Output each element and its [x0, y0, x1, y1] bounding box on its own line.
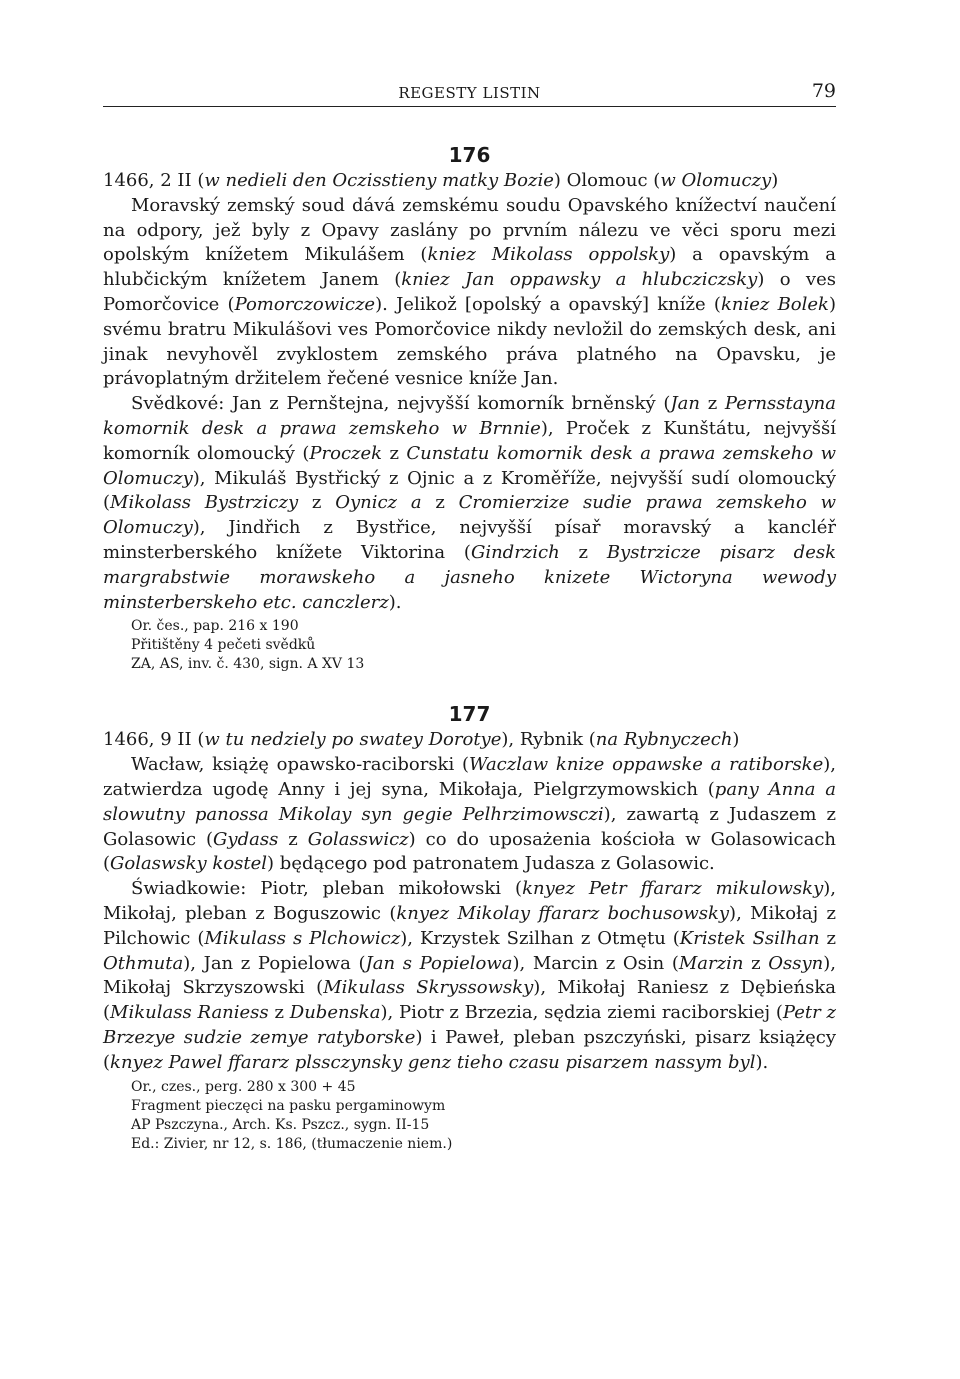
document-page — [103, 80, 836, 1154]
italic-quote: Bystrzicze pisarz desk margrabstwie morawskeho a jasneho knizete Wictoryna wewody minsterberskeho etc. canczlerz — [103, 541, 836, 613]
italic-quote: Jan — [670, 393, 700, 415]
italic-quote: knyez Mikolay ffararz bochusowsky — [396, 902, 730, 924]
italic-quote: Pernsstayna komornik desk a prawa zemskeho w Brnnie — [103, 393, 836, 439]
italic-quote: Petr z Brzezye sudzie zemye ratyborske — [103, 1002, 837, 1048]
italic-quote: Gindrzich — [470, 541, 560, 563]
entry-dateline — [103, 169, 836, 194]
italic-quote: kniez Jan oppawsky a hlubcziczsky — [401, 269, 758, 291]
text-run: ), Mikołaj Skrzyszowski ( — [103, 952, 836, 999]
text-run: z — [421, 492, 459, 514]
text-run: Moravský zemský soud dává zemskému soudu Opavského knížectví naučení na odpory, jež byly z Opavy zaslány po prvním nálezu ve věci sporu mezi opolským knížetem Mikulášem ( — [103, 194, 836, 266]
italic-quote: Cunstatu komornik desk a prawa zemskeho w Olomuczy — [103, 442, 836, 489]
text-run: Świadkowie: Piotr, pleban mikołowski ( — [131, 878, 523, 900]
italic-quote: knyez Pawel ffararz plssczynsky genz tieho czasu pisarzem nassym byl — [110, 1051, 756, 1073]
entry-177 — [103, 700, 836, 1153]
italic-quote: Oynicz a — [335, 492, 422, 514]
entry-witnesses — [103, 392, 836, 615]
italic-quote: Mikulass s Plchowicz — [204, 927, 401, 949]
entry-176 — [103, 141, 836, 674]
running-title: REGESTY LISTIN — [398, 84, 541, 102]
text-run: ), zatwierdza ugodę Anny i jej syna, Mikołaja, Pielgrzymowskich ( — [103, 754, 836, 800]
italic-quote: Cromierzize sudie prawa zemskeho w Olomuczy — [103, 492, 836, 539]
italic-quote: Othmuta — [103, 952, 184, 974]
text-run: ) svému bratru Mikulášovi ves Pomorčovice nikdy nevložil do zemských desk, ani jinak nevyhověl zvyklostem zemského práva platného na Opavsku, je právoplatným držitelem řečené vesnice kníže Jan. — [103, 293, 836, 390]
text-run: ), Marcin z Osin ( — [512, 952, 679, 974]
text-run: z — [559, 541, 607, 563]
italic-quote: na Rybnyczech — [595, 729, 733, 751]
text-run: ), zawartą z Judaszem z Golasowic ( — [103, 803, 836, 850]
entry-number: 176 — [448, 143, 491, 167]
entry-notes — [131, 617, 836, 674]
note-line: Or., czes., perg. 280 x 300 + 45 — [131, 1078, 356, 1095]
page-header — [103, 80, 836, 107]
text-run: ) i Paweł, pleban pszczyński, pisarz książęcy ( — [103, 1026, 836, 1073]
text-run: ), Jindřich z Bystřice, nejvyšší písař moravský a kancléř minsterberského knížete Viktorina ( — [103, 517, 836, 563]
italic-quote: Ossyn — [768, 952, 824, 974]
text-run: z — [743, 952, 769, 974]
italic-quote: kniez Mikolass oppolsky — [427, 244, 670, 266]
text-run: ) co do uposażenia kościoła w Golasowicach ( — [103, 828, 836, 875]
text-run: ), Mikołaj z Pilchowic ( — [103, 902, 836, 949]
text-run: ) — [732, 729, 740, 751]
text-run: 1466, 2 II ( — [103, 170, 205, 191]
text-run: ), Mikołaj Raniesz z Dębieńska ( — [103, 977, 836, 1024]
text-run: ) o ves Pomorčovice ( — [103, 269, 836, 315]
italic-quote: kniez Bolek — [720, 293, 829, 315]
italic-quote: Waczlaw knize oppawske a ratiborske — [469, 754, 824, 776]
text-run: ). Jelikož [opolský a opavský] kníže ( — [375, 293, 721, 315]
text-run: ), Rybnik ( — [501, 729, 596, 751]
text-run: ), Krzystek Szilhan z Otmętu ( — [400, 927, 680, 949]
italic-quote: Proczek — [309, 442, 383, 464]
italic-quote: Marzin — [678, 952, 744, 974]
italic-quote: knyez Petr ffararz mikulowsky — [522, 878, 824, 900]
entry-notes — [131, 1078, 836, 1154]
text-run: z — [268, 1002, 290, 1024]
note-line: Or. čes., pap. 216 x 190 — [131, 618, 299, 635]
italic-quote: Pomorczowicze — [234, 293, 376, 315]
text-run: ). — [755, 1051, 769, 1073]
text-run: ), Piotr z Brzezia, sędzia ziemi raciborskiej ( — [380, 1002, 783, 1024]
italic-quote: w tu nedziely po swatey Dorotye — [204, 729, 502, 751]
italic-quote: w Olomuczy — [660, 170, 772, 191]
note-line: Ed.: Zivier, nr 12, s. 186, (tłumaczenie niem.) — [131, 1135, 453, 1152]
text-run: ). — [388, 591, 402, 613]
text-run: Wacław, książę opawsko-raciborski ( — [131, 754, 470, 776]
italic-quote: Kristek Ssilhan — [679, 927, 820, 949]
text-run: 1466, 9 II ( — [103, 729, 205, 751]
text-run: ), Jan z Popielowa ( — [183, 952, 366, 974]
text-run: ) będącego pod patronatem Judasza z Golasowic. — [267, 853, 715, 875]
text-run: ), Proček z Kunštátu, nejvyšší komorník olomoucký ( — [103, 417, 836, 464]
italic-quote: Mikulass Raniess — [110, 1002, 269, 1024]
italic-quote: Gydass — [213, 828, 279, 850]
note-line: ZA, AS, inv. č. 430, sign. A XV 13 — [131, 656, 365, 673]
text-run: Svědkové: Jan z Pernštejna, nejvyšší komorník brněnský ( — [131, 393, 671, 415]
entry-summary — [103, 194, 836, 392]
italic-quote: w nedieli den Oczisstieny matky Bozie — [204, 170, 554, 191]
note-line: Přitištěny 4 pečeti svědků — [131, 637, 316, 654]
text-run: ) a opavským a hlubčickým knížetem Janem ( — [103, 244, 836, 291]
italic-quote: pany Anna a slowutny panossa Mikolay syn gegie Pelhrzimowsczi — [103, 778, 837, 825]
text-run: ), Mikołaj, pleban z Boguszowic ( — [103, 878, 836, 924]
text-run: ), Mikuláš Bystřický z Ojnic a z Kroměříže, nejvyšší sudí olomoucký ( — [103, 467, 836, 514]
entry-witnesses — [103, 877, 836, 1075]
italic-quote: Dubenska — [289, 1002, 381, 1024]
text-run: z — [699, 393, 725, 415]
note-line: Fragment pieczęci na pasku pergaminowym — [131, 1097, 446, 1114]
text-run: ) Olomouc ( — [553, 170, 661, 191]
note-line: AP Pszczyna., Arch. Ks. Pszcz., sygn. II-15 — [131, 1116, 430, 1133]
italic-quote: Jan s Popielowa — [365, 952, 513, 974]
text-run: z — [278, 828, 308, 850]
italic-quote: Golaswsky kostel — [110, 853, 268, 875]
page-number: 79 — [811, 80, 836, 102]
text-run: z — [382, 442, 407, 464]
italic-quote: Mikolass Bystrziczy — [110, 492, 299, 514]
text-run: z — [819, 927, 837, 949]
italic-quote: Mikulass Skryssowsky — [323, 977, 534, 999]
entry-summary — [103, 753, 836, 877]
text-run: ) — [771, 170, 779, 191]
entry-number: 177 — [448, 702, 491, 727]
entry-dateline — [103, 728, 836, 753]
text-run: z — [298, 492, 336, 514]
italic-quote: Golasswicz — [307, 828, 409, 850]
